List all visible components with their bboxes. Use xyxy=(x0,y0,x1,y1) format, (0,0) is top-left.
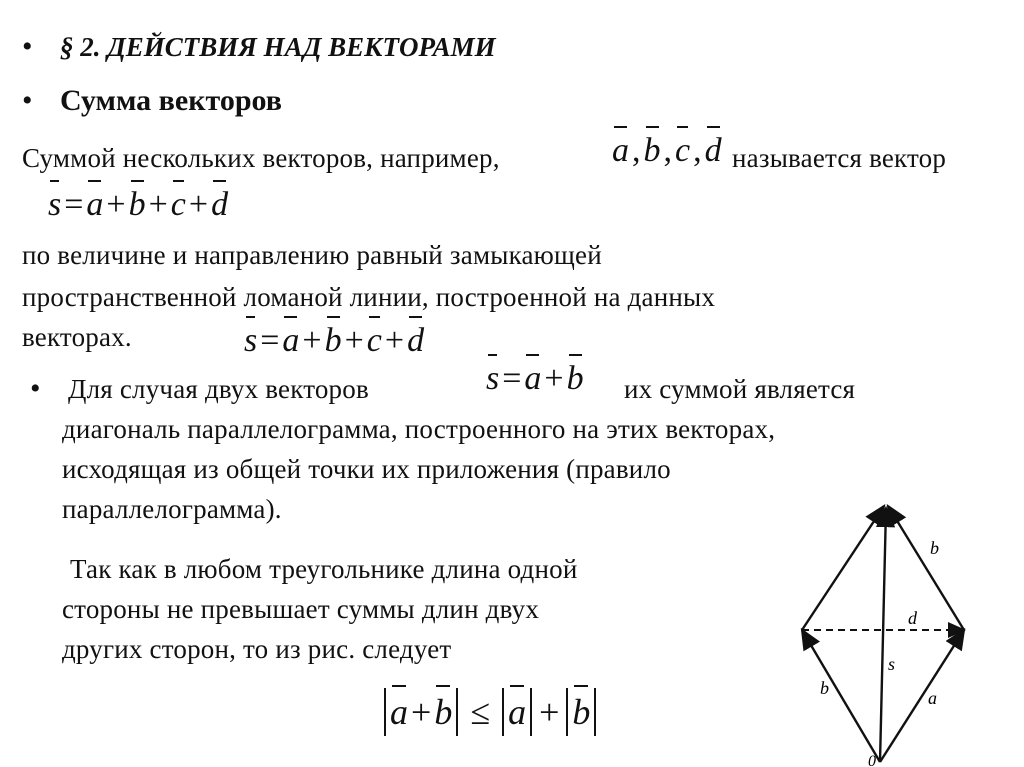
two-vector-sum: s=a+b xyxy=(486,360,584,397)
section-title: § 2. ДЕЙСТВИЯ НАД ВЕКТОРАМИ xyxy=(60,32,496,62)
vector-d: d xyxy=(704,132,722,169)
section-bullet: • xyxy=(22,30,33,63)
label-a: a xyxy=(928,688,937,708)
label-d: d xyxy=(908,608,917,628)
vector-b: b xyxy=(643,132,661,169)
rule-line1-start: Для случая двух векторов xyxy=(68,374,369,404)
sum-formula-repeat: s=a+b+c+d xyxy=(244,322,425,359)
side-b-left xyxy=(802,630,880,762)
definition-line4: векторах. xyxy=(22,322,132,352)
side-b-right xyxy=(888,506,964,630)
definition-line1-end: называется вектор xyxy=(732,143,947,173)
rule-line2: диагональ параллелограмма, построенного на этих векторах, xyxy=(62,414,776,444)
subsection-bullet: • xyxy=(22,84,33,117)
definition-line1-start: Суммой нескольких векторов, например, xyxy=(22,143,500,173)
rule-bullet: • xyxy=(30,372,41,405)
triangle-line2: стороны не превышает суммы длин двух xyxy=(62,594,540,624)
label-origin: 0 xyxy=(868,753,876,767)
triangle-line1: Так как в любом треугольнике длина одной xyxy=(70,554,578,584)
vector-c: c xyxy=(675,132,691,169)
label-b-top: b xyxy=(930,538,939,558)
diagonal-s xyxy=(880,508,886,762)
label-s: s xyxy=(888,654,896,674)
subsection-title: Сумма векторов xyxy=(60,84,282,117)
definition-line2: по величине и направлению равный замыкающей xyxy=(22,240,602,270)
rule-line3: исходящая из общей точки их приложения (правило xyxy=(62,454,671,484)
rule-line4: параллелограмма). xyxy=(62,494,282,524)
triangle-inequality: a + b ≤ a + b xyxy=(380,688,600,736)
vector-a: a xyxy=(612,132,629,169)
side-a-right xyxy=(880,630,964,762)
side-a-left xyxy=(802,506,884,630)
definition-line3: пространственной ломаной линии, построенной на данных xyxy=(22,282,716,312)
rule-line1-end: их суммой является xyxy=(624,374,856,404)
example-vectors: a,b,c,d xyxy=(612,132,722,169)
triangle-line3: других сторон, то из рис. следует xyxy=(62,634,452,664)
parallelogram-diagram xyxy=(780,490,980,767)
sum-formula: s=a+b+c+d xyxy=(48,186,229,223)
label-b-bottom: b xyxy=(820,678,829,698)
